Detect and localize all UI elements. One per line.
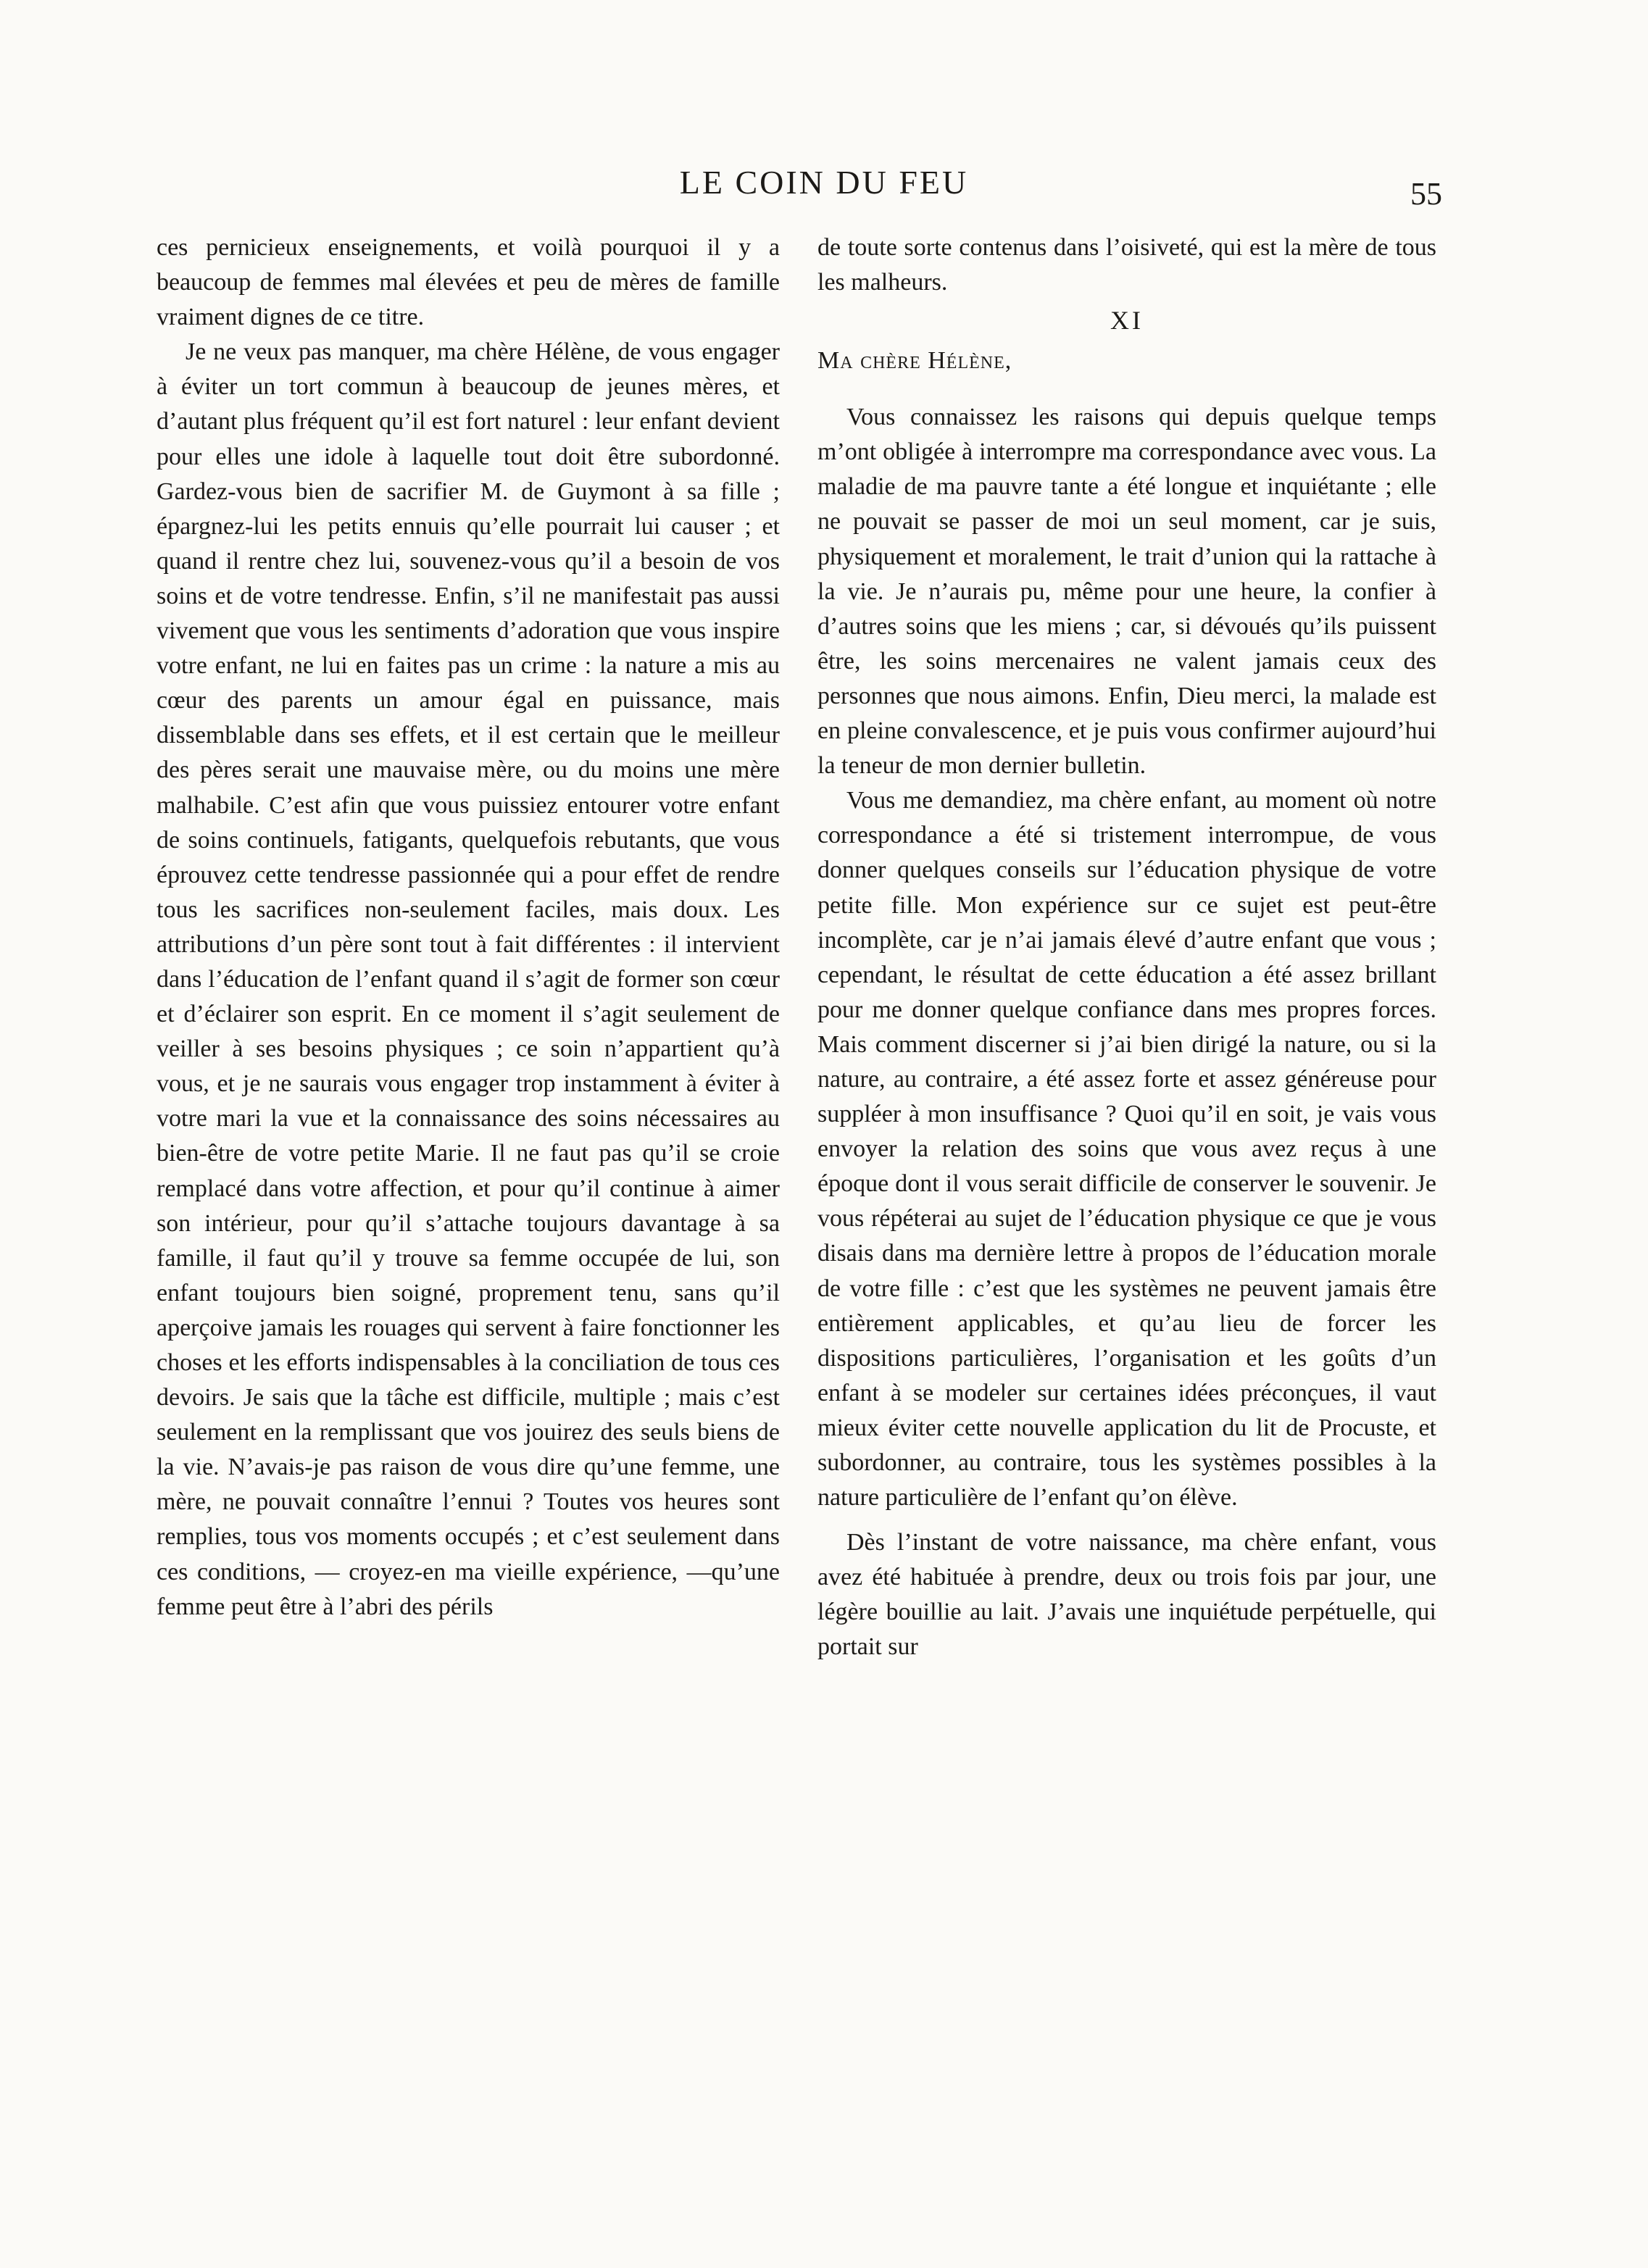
right-column: [817, 230, 1436, 1665]
paragraph: Vous me demandiez, ma chère enfant, au moment où notre correspondance a été si tristement interrompue, de vous donner quelques conseils sur l’éducation physique de votre petite fille. Mon expérience sur ce sujet est peut-être incomplète, car je n’ai jamais élevé d’autre enfant que vous ; cependant, le résultat de cette éducation a été assez brillant pour me donner quelque confiance dans mes propres forces. Mais comment discerner si j’ai bien dirigé la nature, ou si la nature, au contraire, a été assez forte et assez généreuse pour suppléer à mon insuffisance ? Quoi qu’il en soit, je vais vous envoyer la relation des soins que vous avez reçus à une époque dont il vous serait difficile de conserver le souvenir. Je vous répéterai au sujet de l’éducation physique ce que je vous disais dans ma dernière lettre à propos de l’éducation morale de votre fille : c’est que les systèmes ne peuvent jamais être entièrement applicables, et qu’au lieu de forcer les dispositions particulières, l’organisation et les goûts d’un enfant à se modeler sur certaines idées préconçues, il vaut mieux éviter cette nouvelle application du lit de Procuste, et subordonner, au contraire, tous les systèmes possibles à la nature particulière de l’enfant qu’on élève.: [817, 787, 1436, 1512]
paragraph: Je ne veux pas manquer, ma chère Hélène, de vous engager à éviter un tort commun à beaucoup de jeunes mères, et d’autant plus fréquent qu’il est fort naturel : leur enfant devient pour elles une idole à laquelle tout doit être subordonné. Gardez-vous bien de sacrifier M. de Guymont à sa fille ; épargnez-lui les petits ennuis qu’elle pourrait lui causer ; et quand il rentre chez lui, souvenez-vous qu’il a besoin de vos soins et de votre tendresse. Enfin, s’il ne manifestait pas aussi vivement que vous les sentiments d’adoration que vous inspire votre enfant, ne lui en faites pas un crime : la nature a mis au cœur des parents un amour égal en puissance, mais dissemblable dans ses effets, et il est certain que le meilleur des pères serait une mauvaise mère, ou du moins une mère malhabile. C’est afin que vous puissiez entourer votre enfant de soins continuels, fatigants, quelquefois rebutants, que vous éprouvez cette tendresse passionnée qui a pour effet de rendre tous les sacrifices non-seulement faciles, mais doux. Les attributions d’un père sont tout à fait différentes : il intervient dans l’éducation de l’enfant quand il s’agit de former son cœur et d’éclairer son esprit. En ce moment il s’agit seulement de veiller à ses besoins physiques ; ce soin n’appartient qu’à vous, et je ne saurais vous engager trop instamment à éviter à votre mari la vue et la connaissance des soins nécessaires au bien-être de votre petite Marie. Il ne faut pas qu’il se croie remplacé dans votre affection, et pour qu’il continue à aimer son intérieur, pour qu’il s’attache toujours davantage à sa famille, il faut qu’il y trouve sa femme occupée de lui, son enfant toujours bien soigné, proprement tenu, sans qu’il aperçoive jamais les rouages qui servent à faire fonctionner les choses et les efforts indispensables à la conciliation de tous ces devoirs. Je sais que la tâche est difficile, multiple ; mais c’est seulement en la remplissant que vos jouirez des seuls biens de la vie. N’avais-je pas raison de vous dire qu’une femme, une mère, ne pouvait connaître l’ennui ? Toutes vos heures sont remplies, tous vos moments occupés ; et c’est seulement dans ces conditions, — croyez-en ma vieille expérience, —qu’une femme peut être à l’abri des périls: [157, 338, 780, 1620]
running-title: LE COIN DU FEU: [679, 164, 969, 201]
section-number: XI: [1110, 306, 1144, 335]
paragraph-continuation: de toute sorte contenus dans l’oisiveté, qui est la mère de tous les malheurs.: [817, 234, 1436, 296]
paragraph: Dès l’instant de votre naissance, ma chère enfant, vous avez été habituée à prendre, deux ou trois fois par jour, une légère bouillie au lait. J’avais une inquiétude perpétuelle, qui portait sur: [817, 1529, 1436, 1661]
page-header: [0, 161, 1648, 212]
letter-salutation: Ma chère Hélène,: [817, 347, 1012, 375]
paragraph: ces pernicieux enseignements, et voilà pourquoi il y a beaucoup de femmes mal élevées et peu de mères de famille vraiment dignes de ce titre.: [157, 234, 780, 331]
paragraph: Vous connaissez les raisons qui depuis quelque temps m’ont obligée à interrompre ma correspondance avec vous. La maladie de ma pauvre tante a été longue et inquiétante ; elle ne pouvait se passer de moi un seul moment, car je suis, physiquement et moralement, le trait d’union qui la rattache à la vie. Je n’aurais pu, même pour une heure, la confier à d’autres soins que les miens ; car, si dévoués qu’ils puissent être, les soins mercenaires ne valent jamais ceux des personnes que nous aimons. Enfin, Dieu merci, la malade est en pleine convalescence, et je puis vous confirmer aujourd’hui la teneur de mon dernier bulletin.: [817, 404, 1436, 780]
left-column: [157, 230, 780, 1625]
paragraph-gap: [817, 1515, 1436, 1525]
page-number: 55: [1410, 176, 1442, 212]
